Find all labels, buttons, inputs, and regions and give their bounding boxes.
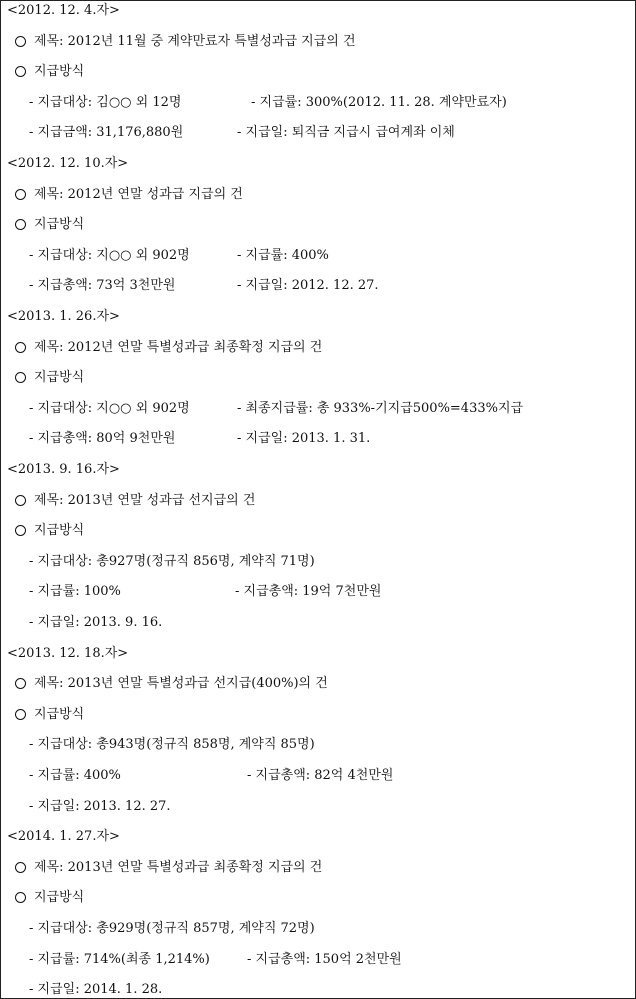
detail-item-secondary: - 지급일: 2012. 12. 27. (237, 278, 379, 294)
payment-method-text: 지급방식 (34, 370, 85, 386)
circle-bullet-icon (15, 36, 26, 47)
circle-bullet-icon (15, 678, 26, 689)
payment-method-heading (15, 62, 635, 82)
section-date (7, 154, 635, 174)
section-date-text: <2014. 1. 27.자> (7, 829, 120, 845)
detail-item-secondary: - 지급일: 퇴직금 지급시 급여계좌 이체 (237, 125, 455, 141)
section-title (15, 858, 635, 878)
detail-row (29, 950, 635, 970)
section-date (7, 307, 635, 327)
detail-item: - 지급총액: 80억 9천만원 (29, 431, 176, 447)
section-title-text: 제목: 2013년 연말 성과급 선지급의 건 (34, 492, 256, 508)
detail-item: - 지급일: 2013. 12. 27. (29, 798, 171, 814)
detail-row (29, 797, 635, 817)
detail-item-secondary: - 지급률: 300%(2012. 11. 28. 계약만료자) (251, 94, 507, 110)
section-title (15, 491, 635, 511)
detail-row (29, 399, 635, 419)
detail-row (29, 246, 635, 266)
payment-method-heading (15, 888, 635, 908)
circle-bullet-icon (15, 709, 26, 720)
detail-row (29, 613, 635, 633)
section-title-text: 제목: 2012년 연말 성과급 지급의 건 (34, 186, 243, 202)
payment-method-heading (15, 521, 635, 541)
section-date-text: <2013. 9. 16.자> (7, 462, 120, 477)
detail-item: - 지급일: 2014. 1. 28. (29, 982, 163, 998)
detail-row (29, 93, 635, 113)
detail-item-secondary: - 지급일: 2013. 1. 31. (237, 431, 371, 447)
payment-method-text: 지급방식 (34, 706, 85, 722)
section-date (7, 460, 635, 480)
payment-method-text: 지급방식 (34, 523, 85, 539)
section-title (15, 32, 635, 52)
section-title (15, 338, 635, 358)
detail-item: - 지급일: 2013. 9. 16. (29, 615, 163, 630)
circle-bullet-icon (15, 525, 26, 536)
section-date-text: <2012. 12. 10.자> (7, 156, 129, 171)
detail-row (29, 582, 635, 602)
detail-row (29, 980, 635, 999)
detail-item: - 지급대상: 총943명(정규직 858명, 계약직 85명) (29, 737, 315, 753)
section-title-text: 제목: 2012년 11월 중 계약만료자 특별성과급 지급의 건 (34, 33, 356, 49)
section-title-text: 제목: 2013년 연말 특별성과급 선지급(400%)의 건 (34, 676, 328, 692)
section-date (7, 827, 635, 847)
detail-item-secondary: - 지급률: 400% (237, 247, 329, 263)
circle-bullet-icon (15, 219, 26, 230)
section-date-text: <2012. 12. 4.자> (7, 3, 120, 18)
section-title (15, 674, 635, 694)
payment-method-text: 지급방식 (34, 64, 85, 80)
circle-bullet-icon (15, 189, 26, 200)
detail-row (29, 552, 635, 572)
payment-method-heading (15, 705, 635, 725)
section-title (15, 185, 635, 205)
section-date-text: <2013. 1. 26.자> (7, 309, 120, 324)
circle-bullet-icon (15, 372, 26, 383)
detail-row (29, 766, 635, 786)
section-title-text: 제목: 2012년 연말 특별성과급 최종확정 지급의 건 (34, 339, 323, 355)
payment-method-heading (15, 215, 635, 235)
detail-item: - 지급대상: 김○○ 외 12명 (29, 94, 182, 110)
payment-method-heading (15, 368, 635, 388)
circle-bullet-icon (15, 495, 26, 506)
circle-bullet-icon (15, 66, 26, 77)
detail-row (29, 276, 635, 296)
section-date (7, 644, 635, 664)
section-date (7, 1, 635, 21)
detail-item-secondary: - 지급총액: 150억 2천만원 (247, 951, 402, 967)
detail-item-secondary: - 최종지급률: 총 933%-기지급500%=433%지급 (237, 400, 524, 416)
detail-item: - 지급률: 400% (29, 768, 121, 783)
detail-item: - 지급대상: 지○○ 외 902명 (29, 247, 190, 263)
circle-bullet-icon (15, 862, 26, 873)
detail-item: - 지급률: 100% (29, 584, 121, 600)
detail-item-secondary: - 지급총액: 82억 4천만원 (247, 768, 394, 783)
detail-row (29, 429, 635, 449)
detail-row (29, 123, 635, 143)
detail-row (29, 735, 635, 755)
detail-item: - 지급금액: 31,176,880원 (29, 125, 184, 141)
circle-bullet-icon (15, 342, 26, 353)
payment-method-text: 지급방식 (34, 890, 85, 906)
detail-item: - 지급률: 714%(최종 1,214%) (29, 951, 210, 967)
detail-item-secondary: - 지급총액: 19억 7천만원 (235, 584, 382, 600)
circle-bullet-icon (15, 892, 26, 903)
detail-row (29, 919, 635, 939)
detail-item: - 지급총액: 73억 3천만원 (29, 278, 176, 294)
detail-item: - 지급대상: 총927명(정규직 856명, 계약직 71명) (29, 553, 315, 569)
detail-item: - 지급대상: 지○○ 외 902명 (29, 400, 190, 416)
detail-item: - 지급대상: 총929명(정규직 857명, 계약직 72명) (29, 921, 315, 936)
section-date-text: <2013. 12. 18.자> (7, 645, 129, 661)
payment-method-text: 지급방식 (34, 217, 85, 233)
section-title-text: 제목: 2013년 연말 특별성과급 최종확정 지급의 건 (34, 859, 323, 875)
